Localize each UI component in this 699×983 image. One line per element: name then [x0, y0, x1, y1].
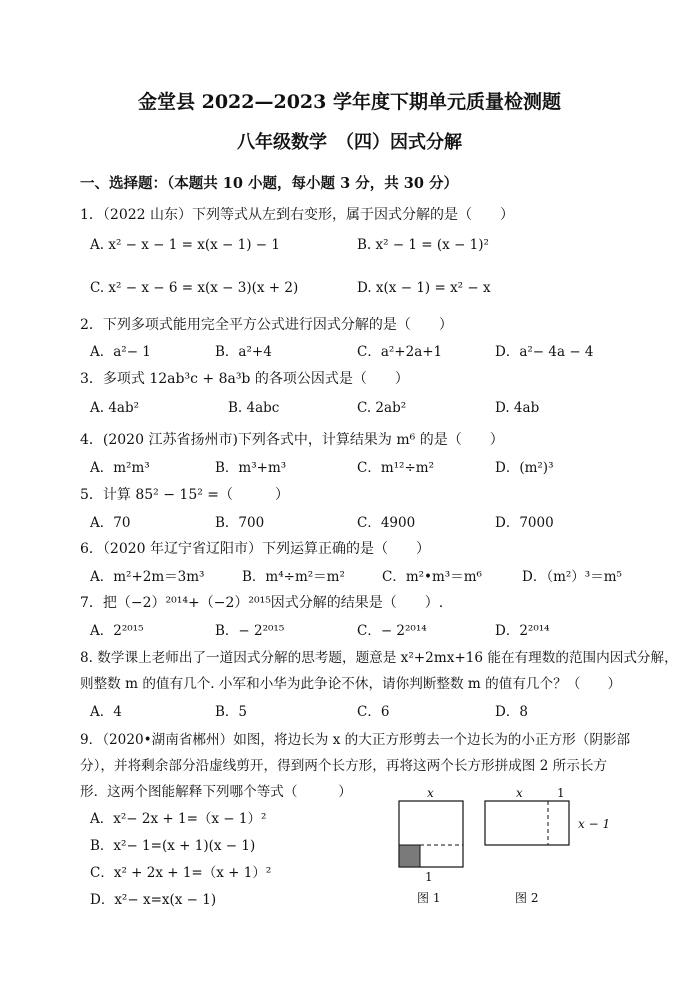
shaded-small-square: [399, 845, 420, 867]
question-5-option-c: C．4900: [357, 515, 416, 531]
question-3-option-d: D. 4ab: [495, 400, 540, 416]
figure-2-side-label: x − 1: [578, 817, 611, 831]
question-4-option-a: A．m²m³: [90, 460, 150, 476]
question-5-option-b: B．700: [215, 515, 265, 531]
question-5-option-d: D．7000: [495, 515, 554, 531]
question-1-option-c: C. x² − x − 6 = x(x − 3)(x + 2): [90, 280, 299, 296]
figure-1-bottom-label: 1: [425, 870, 433, 884]
figure-2-caption: 图 2: [515, 891, 539, 905]
question-9-stem: 9．（2020•湖南省郴州）如图，将边长为 x 的大正方形剪去一个边长为的小正方形（阴影部: [80, 732, 631, 748]
question-5-option-a: A．70: [90, 515, 131, 531]
figure-1-caption: 图 1: [417, 891, 441, 905]
figure-1-square: [398, 800, 470, 872]
question-7-option-c: C．− 2²⁰¹⁴: [357, 623, 427, 639]
question-9-stem-line2: 分），并将剩余部分沿虚线剪开，得到两个长方形，再将这两个长方形拼成图 2 所示长方: [80, 758, 608, 774]
question-4-option-b: B．m³+m³: [215, 460, 287, 476]
question-7-option-d: D．2²⁰¹⁴: [495, 623, 550, 639]
figure-1-top-label: x: [427, 786, 434, 800]
question-6-option-d: D．（m²）³＝m⁵: [522, 569, 622, 585]
question-3-option-b: B. 4abc: [228, 400, 280, 416]
question-8-option-c: C．6: [357, 704, 390, 720]
question-9-option-d: D．x²− x=x(x − 1): [90, 892, 217, 908]
question-1-option-d: D. x(x − 1) = x² − x: [357, 280, 491, 296]
question-2-option-b: B．a²+4: [215, 344, 272, 360]
question-6-stem: 6．（2020 年辽宁省辽阳市）下列运算正确的是（ ）: [80, 541, 430, 557]
question-7-option-b: B．− 2²⁰¹⁵: [215, 623, 285, 639]
question-8-stem-line2: 则整数 m 的值有几个. 小军和小华为此争论不休，请你判断整数 m 的值有几个？（ ）: [80, 676, 622, 692]
question-2-option-a: A．a²− 1: [90, 344, 151, 360]
question-8-stem: 8. 数学课上老师出了一道因式分解的思考题，题意是 x²+2mx+16 能在有理数的范围内因式分解，: [80, 650, 678, 666]
question-2-option-c: C．a²+2a+1: [357, 344, 443, 360]
question-9-option-a: A．x²− 2x + 1=（x − 1）²: [90, 811, 267, 827]
page-subtitle: 八年级数学 （四）因式分解: [237, 132, 462, 153]
question-6-option-a: A．m²+2m＝3m³: [90, 569, 205, 585]
question-4-option-c: C．m¹²÷m²: [357, 460, 434, 476]
figure-2-top-x: x: [516, 786, 523, 800]
question-3-stem: 3．多项式 12ab³c + 8a³b 的各项公因式是（ ）: [80, 371, 409, 387]
question-2-stem: 2．下列多项式能用完全平方公式进行因式分解的是（ ）: [80, 317, 453, 333]
question-4-stem: 4．(2020 江苏省扬州市)下列各式中，计算结果为 m⁶ 的是（ ）: [80, 432, 504, 448]
question-9-option-b: B．x²− 1=(x + 1)(x − 1): [90, 838, 256, 854]
question-8-option-d: D．8: [495, 704, 528, 720]
question-4-option-d: D．(m²)³: [495, 460, 554, 476]
question-1-option-b: B. x² − 1 = (x − 1)²: [357, 237, 489, 253]
question-7-stem: 7．把（−2）²⁰¹⁴+（−2）²⁰¹⁵因式分解的结果是（ ）.: [80, 595, 444, 611]
page-title: 金堂县 2022—2023 学年度下期单元质量检测题: [138, 91, 561, 113]
question-8-option-b: B．5: [215, 704, 248, 720]
figure-2-top-1: 1: [557, 786, 565, 800]
question-2-option-d: D．a²− 4a − 4: [495, 344, 594, 360]
figure-2-rectangle: [484, 800, 574, 850]
question-5-stem: 5．计算 85² − 15² =（ ）: [80, 487, 290, 503]
section-heading: 一、选择题：（本题共 10 小题，每小题 3 分，共 30 分）: [80, 175, 458, 192]
question-1-stem: 1．（2022 山东）下列等式从左到右变形，属于因式分解的是（ ）: [80, 207, 514, 223]
question-3-option-c: C. 2ab²: [357, 400, 407, 416]
question-7-option-a: A．2²⁰¹⁵: [90, 623, 144, 639]
question-8-option-a: A．4: [90, 704, 122, 720]
question-6-option-b: B．m⁴÷m²＝m²: [242, 569, 345, 585]
question-6-option-c: C．m²•m³＝m⁶: [382, 569, 482, 585]
question-9-stem-line3: 形．这两个图能解释下列哪个等式（ ）: [80, 784, 352, 800]
question-1-option-a: A. x² − x − 1 = x(x − 1) − 1: [90, 237, 280, 253]
question-9-option-c: C．x² + 2x + 1=（x + 1）²: [90, 865, 272, 881]
question-3-option-a: A. 4ab²: [90, 400, 140, 416]
